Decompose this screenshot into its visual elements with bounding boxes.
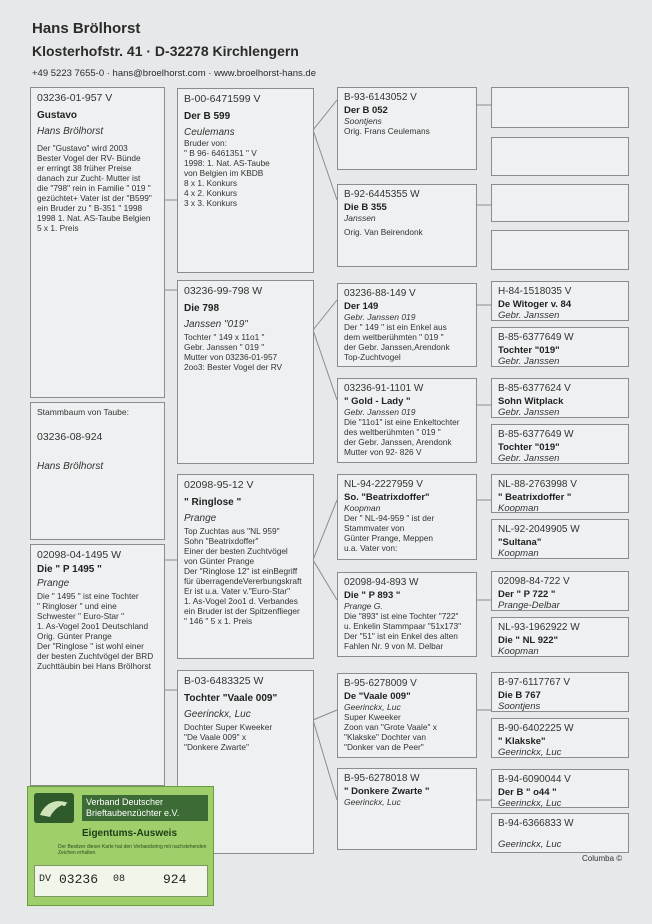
- ggp-ring: 03236-91-1101 W: [344, 383, 424, 394]
- gp-name: Der B 599: [184, 111, 231, 122]
- ggp-ring: B-95-6278018 W: [344, 773, 420, 784]
- gggp-name: Sohn Witplack: [498, 396, 564, 407]
- grandparent-card-2[interactable]: [177, 280, 314, 464]
- gggp-card-15[interactable]: [491, 769, 629, 808]
- breeder-name: Hans Brölhorst: [32, 20, 141, 37]
- gggp-origin: Geerinckx, Luc: [498, 839, 562, 850]
- gggp-origin: Koopman: [498, 646, 539, 657]
- gggp-origin: Koopman: [498, 548, 539, 559]
- great-grandparent-card-8[interactable]: [337, 768, 477, 850]
- gggp-name: Die " NL 922": [498, 635, 559, 646]
- gp-origin: Ceulemans: [184, 127, 235, 138]
- ggp-name: Der 149: [344, 301, 379, 312]
- ggp-name: De "Vaale 009": [344, 691, 411, 702]
- breeder-address: Klosterhofstr. 41 · D-32278 Kirchlengern: [32, 43, 299, 59]
- gp-ring: B-03-6483325 W: [184, 675, 264, 687]
- ggp-origin: Geerinckx, Luc: [344, 797, 401, 807]
- gggp-ring: B-85-6377624 V: [498, 383, 571, 394]
- footer-brand: Columba ©: [582, 854, 623, 863]
- gggp-origin: Geerinckx, Luc: [498, 798, 562, 808]
- subject-ring: 03236-08-924: [37, 431, 103, 443]
- gggp-ring: NL-88-2763998 V: [498, 479, 577, 490]
- gp-name: " Ringlose ": [184, 497, 242, 508]
- ggp-name: So. "Beatrixdoffer": [344, 492, 430, 503]
- gp-ring: B-00-6471599 V: [184, 93, 261, 105]
- ggp-notes: Super Kweeker Zoon van "Grote Vaale" x "Klakske" Dochter van "Donker van de Peer": [344, 712, 437, 752]
- gggp-card-13[interactable]: [491, 672, 629, 712]
- ggp-name: Die " P 893 ": [344, 590, 401, 601]
- gggp-card-7[interactable]: [491, 378, 629, 418]
- gggp-ring: H-84-1518035 V: [498, 286, 572, 297]
- gggp-origin: Gebr. Janssen: [498, 407, 560, 418]
- gggp-ring: B-90-6402225 W: [498, 723, 574, 734]
- father-origin: Hans Brölhorst: [37, 126, 104, 137]
- ggp-name: " Gold - Lady ": [344, 396, 411, 407]
- gp-origin: Janssen "019": [184, 319, 248, 330]
- gggp-ring: NL-92-2049905 W: [498, 524, 580, 535]
- ggp-origin: Prange G.: [344, 601, 383, 611]
- great-grandparent-card-1[interactable]: [337, 87, 477, 170]
- gggp-card-16[interactable]: [491, 813, 629, 853]
- gggp-card-10[interactable]: [491, 519, 629, 559]
- badge-fine-print: Der Besitzer dieser Karte hat den Verbandsring mit nachstehenden Zeichen erhalten.: [58, 844, 207, 856]
- mother-ring: 02098-04-1495 W: [37, 549, 122, 561]
- father-name: Gustavo: [37, 110, 78, 121]
- ggp-ring: 03236-88-149 V: [344, 288, 416, 299]
- association-line-2: Brieftaubenzüchter e.V.: [86, 808, 180, 818]
- gggp-origin: Geerinckx, Luc: [498, 747, 562, 758]
- gggp-ring: B-85-6377649 W: [498, 332, 574, 343]
- subject-card[interactable]: [30, 402, 165, 540]
- gp-name: Tochter "Vaale 009": [184, 693, 278, 704]
- gp-notes: Top Zuchtas aus "NL 959" Sohn "Beatrixdoffer" Einer der besten Zuchtvögel von Günter Prange Der "Ringlose 12" ist einBegriff für überragendeVererbungskraft Er ist u.a. Vater v."Euro-Star" 1. As-Vogel 2oo1 d. Verbandes ein Bruder ist der Spitzenflieger " 146 " 5 x 1. Preis: [184, 526, 302, 626]
- ggp-name: Der B 052: [344, 105, 388, 116]
- gggp-ring: B-97-6117767 V: [498, 677, 571, 688]
- ggp-notes: Die "893" ist eine Tochter "722" u. Enkelin Stammpaar "51x173" Der "51" ist ein Enkel des alten Fahlen Nr. 9 von M. Delbar: [344, 611, 462, 651]
- ggp-notes: Orig. Van Beirendonk: [344, 227, 423, 237]
- gggp-card-5[interactable]: [491, 281, 629, 321]
- father-card[interactable]: [30, 87, 165, 398]
- ggp-ring: B-92-6445355 W: [344, 189, 420, 200]
- father-ring: 03236-01-957 V: [37, 92, 113, 104]
- great-grandparent-card-3[interactable]: [337, 283, 477, 367]
- ring-year: 08: [113, 874, 126, 885]
- gggp-name: De Witoger v. 84: [498, 299, 572, 310]
- gggp-origin: Soontjens: [498, 701, 541, 712]
- gggp-card-2[interactable]: [491, 137, 629, 176]
- gggp-name: Tochter "019": [498, 345, 560, 356]
- pigeon-logo-icon: [34, 793, 74, 823]
- ring-number: [34, 865, 208, 897]
- ring-club: 03236: [59, 872, 99, 887]
- grandparent-card-3[interactable]: [177, 474, 314, 659]
- gggp-origin: Koopman: [498, 503, 539, 513]
- gggp-card-14[interactable]: [491, 718, 629, 758]
- ggp-origin: Geerinckx, Luc: [344, 702, 401, 712]
- gggp-origin: Prange-Delbar: [498, 600, 560, 611]
- gggp-ring: 02098-84-722 V: [498, 576, 570, 587]
- gggp-name: Die B 767: [498, 690, 541, 701]
- ggp-origin: Janssen: [344, 213, 376, 223]
- father-notes: Der "Gustavo" wird 2003 Bester Vogel der RV- Bünde er erringt 38 früher Preise danach zur Zucht- Mutter ist die "798" rein in Familie " 019 " gezüchtet+ Vater ist der "B599" ein Bruder zu " B-351 " 1998 1998 1. Nat. AS-Taube Belgien 5 x 1. Preis: [37, 143, 152, 233]
- mother-notes: Die " 1495 " ist eine Tochter " Ringloser " und eine Schwester " Euro-Star " 1. As-Vogel 2oo1 Deutschland Orig. Günter Prange Der "Ringlose " ist wohl einer der besten Zuchtvögel der BRD Zuchttäubin bei Hans Brölhorst: [37, 591, 154, 671]
- gggp-name: " Klakske": [498, 736, 546, 747]
- great-grandparent-card-7[interactable]: [337, 673, 477, 758]
- ggp-notes: Der " 149 " ist ein Enkel aus dem weltberühmten " 019 " der Gebr. Janssen,Arendonk Top-Zuchtvogel: [344, 322, 450, 362]
- mother-origin: Prange: [37, 578, 70, 589]
- ggp-origin: Soontjens: [344, 116, 382, 126]
- great-grandparent-card-6[interactable]: [337, 572, 477, 657]
- gggp-card-9[interactable]: [491, 474, 629, 513]
- ggp-ring: 02098-94-893 W: [344, 577, 419, 588]
- gggp-ring: B-94-6366833 W: [498, 818, 574, 829]
- ring-country: DV: [39, 874, 52, 885]
- gggp-origin: Gebr. Janssen: [498, 453, 560, 464]
- ring-number-value: 924: [163, 872, 187, 887]
- gggp-card-8[interactable]: [491, 424, 629, 464]
- gggp-ring: NL-93-1962922 W: [498, 622, 580, 633]
- great-grandparent-card-2[interactable]: [337, 184, 477, 267]
- gp-notes: Dochter Super Kweeker "De Vaale 009" x "Donkere Zwarte": [184, 722, 273, 752]
- gggp-name: Der B " o44 ": [498, 787, 557, 798]
- ggp-origin: Koopman: [344, 503, 381, 513]
- gggp-name: "Sultana": [498, 537, 542, 548]
- gggp-ring: B-85-6377649 W: [498, 429, 574, 440]
- ggp-name: " Donkere Zwarte ": [344, 786, 430, 797]
- ggp-notes: Der " NL-94-959 " ist der Stammvater von Günter Prange, Meppen u.a. Vater von:: [344, 513, 435, 553]
- gggp-name: Tochter "019": [498, 442, 560, 453]
- ggp-ring: B-93-6143052 V: [344, 92, 417, 103]
- gggp-card-12[interactable]: [491, 617, 629, 657]
- gggp-origin: Gebr. Janssen: [498, 310, 560, 321]
- ggp-ring: NL-94-2227959 V: [344, 479, 423, 490]
- ggp-name: Die B 355: [344, 202, 387, 213]
- gggp-ring: B-94-6090044 V: [498, 774, 571, 785]
- association-name: [82, 795, 208, 821]
- ggp-notes: Orig. Frans Ceulemans: [344, 126, 430, 136]
- gp-ring: 02098-95-12 V: [184, 479, 254, 491]
- ggp-origin: Gebr. Janssen 019: [344, 312, 416, 322]
- ggp-origin: Gebr. Janssen 019: [344, 407, 416, 417]
- subject-owner: Hans Brölhorst: [37, 461, 104, 472]
- gggp-card-3[interactable]: [491, 184, 629, 222]
- gp-origin: Geerinckx, Luc: [184, 709, 251, 720]
- gggp-card-11[interactable]: [491, 571, 629, 611]
- gggp-origin: Gebr. Janssen: [498, 356, 560, 367]
- gp-ring: 03236-99-798 W: [184, 285, 263, 297]
- gp-notes: Tochter " 149 x 11o1 " Gebr. Janssen " 019 " Mutter von 03236-01-957 2oo3: Bester Vogel der RV: [184, 332, 283, 372]
- breeder-contact: +49 5223 7655-0 · hans@broelhorst.com · www.broelhorst-hans.de: [32, 68, 316, 79]
- gggp-card-1[interactable]: [491, 87, 629, 128]
- ggp-notes: Die "11o1" ist eine Enkeltochter des weltberühmten " 019 " der Gebr. Janssen, Arendonk Mutter von 92- 826 V: [344, 417, 460, 457]
- gggp-name: " Beatrixdoffer ": [498, 492, 572, 503]
- subject-label: Stammbaum von Taube:: [37, 407, 129, 417]
- ownership-badge: [27, 786, 214, 906]
- ggp-ring: B-95-6278009 V: [344, 678, 417, 689]
- association-line-1: Verband Deutscher: [86, 797, 164, 807]
- mother-card[interactable]: [30, 544, 165, 786]
- grandparent-card-1[interactable]: [177, 88, 314, 273]
- mother-name: Die " P 1495 ": [37, 564, 102, 575]
- gp-origin: Prange: [184, 513, 217, 524]
- badge-title: Eigentums-Ausweis: [82, 828, 178, 839]
- gggp-card-4[interactable]: [491, 230, 629, 270]
- gggp-card-6[interactable]: [491, 327, 629, 367]
- gp-name: Die 798: [184, 303, 220, 314]
- great-grandparent-card-5[interactable]: [337, 474, 477, 560]
- gggp-name: Der " P 722 ": [498, 589, 556, 600]
- great-grandparent-card-4[interactable]: [337, 378, 477, 463]
- gp-notes: Bruder von: " B 96- 6461351 " V 1998: 1. Nat. AS-Taube von Belgien im KBDB 8 x 1. Konkurs 4 x 2. Konkurs 3 x 3. Konkurs: [184, 138, 270, 208]
